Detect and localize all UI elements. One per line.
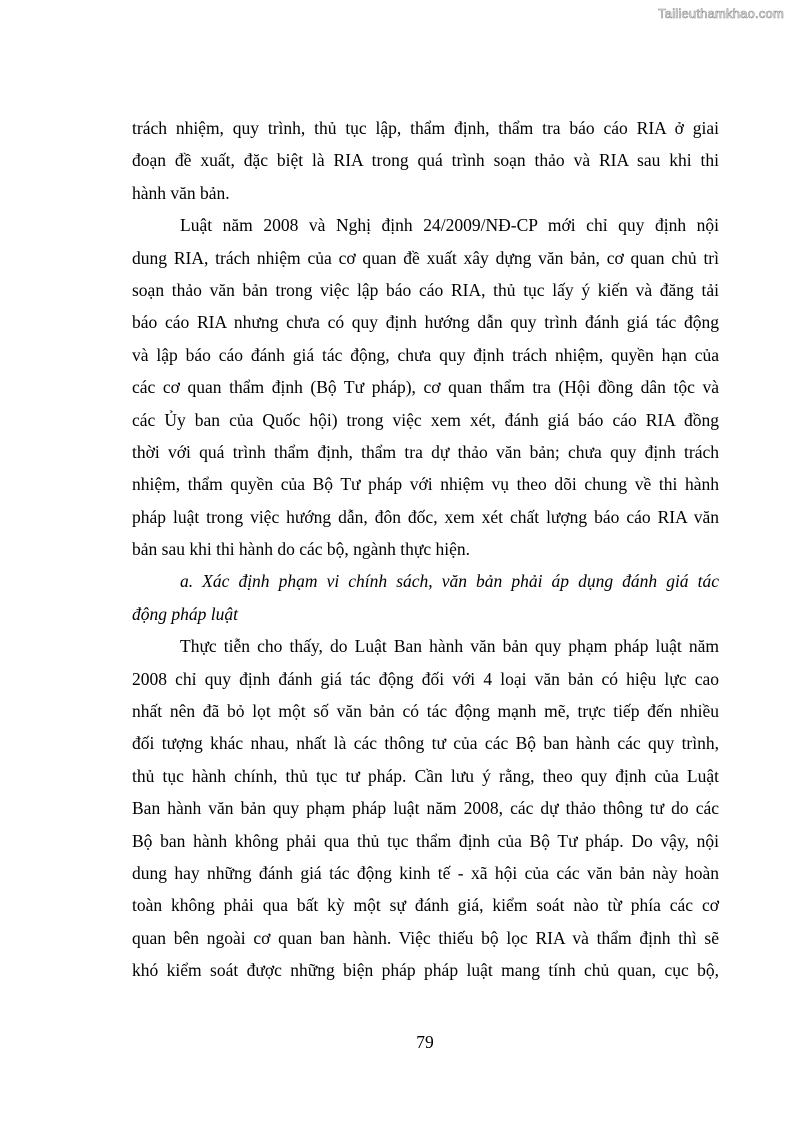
watermark-text: Tailieuthamkhao.com	[658, 6, 784, 21]
text-line: đoạn đề xuất, đặc biệt là RIA trong quá trình soạn thảo và RIA sau khi thi	[132, 150, 719, 171]
section-heading	[132, 565, 719, 630]
text-line: 2008 chỉ quy định đánh giá tác động đối với 4 loại văn bản có hiệu lực cao	[132, 668, 719, 689]
text-line: thời với quá trình thẩm định, thẩm tra dự thảo văn bản; chưa quy định trách	[132, 441, 719, 462]
text-line: thủ tục hành chính, thủ tục tư pháp. Cần lưu ý rằng, theo quy định của Luật	[132, 765, 719, 786]
text-line: Luật năm 2008 và Nghị định 24/2009/NĐ-CP mới chỉ quy định nội	[180, 215, 719, 236]
text-line: soạn thảo văn bản trong việc lập báo cáo RIA, thủ tục lấy ý kiến và đăng tải	[132, 279, 719, 300]
text-line: báo cáo RIA nhưng chưa có quy định hướng dẫn quy trình đánh giá tác động	[132, 312, 719, 333]
text-line: Ban hành văn bản quy phạm pháp luật năm 2008, các dự thảo thông tư do các	[132, 798, 719, 819]
text-line: pháp luật trong việc hướng dẫn, đôn đốc, xem xét chất lượng báo cáo RIA văn	[132, 506, 719, 527]
text-line: quan bên ngoài cơ quan ban hành. Việc thiếu bộ lọc RIA và thẩm định thì sẽ	[132, 927, 719, 948]
text-line: trách nhiệm, quy trình, thủ tục lập, thẩm định, thẩm tra báo cáo RIA ở giai	[132, 118, 719, 138]
paragraph-2	[132, 209, 719, 565]
text-line: dung RIA, trách nhiệm của cơ quan đề xuất xây dựng văn bản, cơ quan chủ trì	[132, 247, 719, 268]
paragraph-1	[132, 112, 719, 209]
text-line: các cơ quan thẩm định (Bộ Tư pháp), cơ quan thẩm tra (Hội đồng dân tộc và	[132, 377, 719, 398]
text-line: a. Xác định phạm vi chính sách, văn bản phải áp dụng đánh giá tác	[180, 571, 719, 592]
paragraph-3	[132, 630, 719, 986]
text-line: nhất nên đã bỏ lọt một số văn bản có tác động mạnh mẽ, trực tiếp đến nhiều	[132, 701, 719, 722]
text-line: đối tượng khác nhau, nhất là các thông tư của các Bộ ban hành các quy trình,	[132, 733, 719, 754]
text-line: nhiệm, thẩm quyền của Bộ Tư pháp với nhiệm vụ theo dõi chung về thi hành	[132, 474, 719, 495]
document-body	[132, 112, 719, 987]
page-number: 79	[416, 1032, 434, 1052]
text-line: bản sau khi thi hành do các bộ, ngành thực hiện.	[132, 539, 471, 560]
text-line: và lập báo cáo đánh giá tác động, chưa quy định trách nhiệm, quyền hạn của	[132, 344, 719, 365]
text-line: toàn không phải qua bất kỳ một sự đánh giá, kiểm soát nào từ phía các cơ	[132, 895, 719, 916]
text-line: động pháp luật	[132, 603, 238, 624]
text-line: dung hay những đánh giá tác động kinh tế - xã hội của các văn bản này hoàn	[132, 862, 719, 883]
text-line: Thực tiễn cho thấy, do Luật Ban hành văn bản quy phạm pháp luật năm	[180, 636, 719, 657]
text-line: Bộ ban hành không phải qua thủ tục thẩm định của Bộ Tư pháp. Do vậy, nội	[132, 830, 719, 851]
text-line: hành văn bản.	[132, 182, 230, 203]
text-line: khó kiểm soát được những biện pháp pháp luật mang tính chủ quan, cục bộ,	[132, 960, 719, 981]
text-line: các Ủy ban của Quốc hội) trong việc xem xét, đánh giá báo cáo RIA đồng	[132, 409, 719, 430]
